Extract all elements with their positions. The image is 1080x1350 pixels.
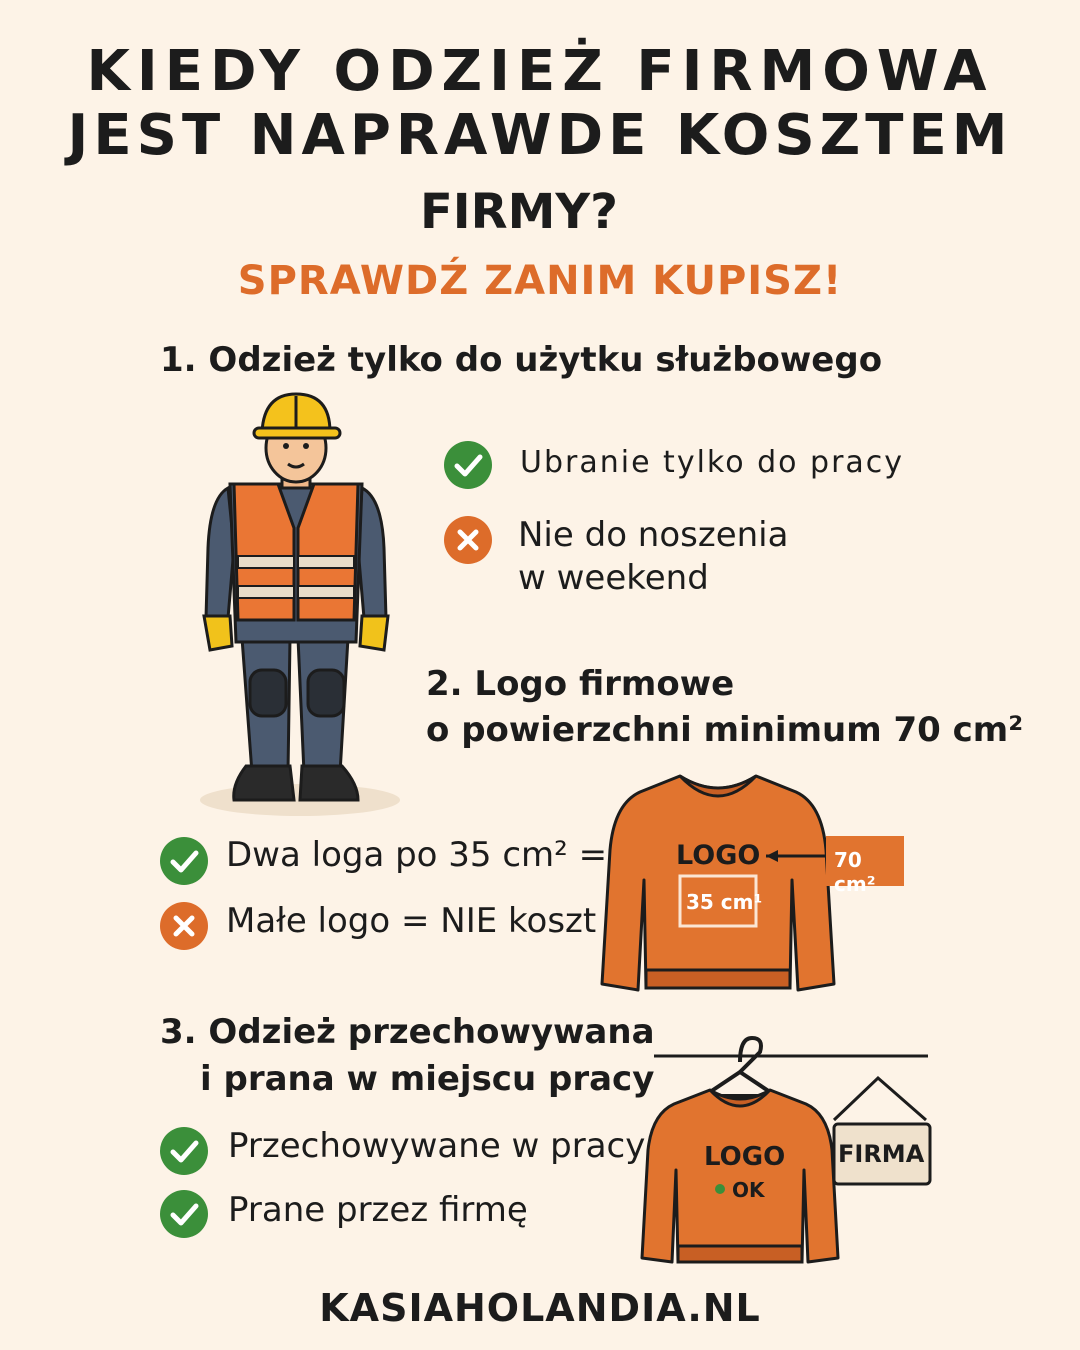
check-icon — [160, 1127, 208, 1175]
firma-sign-label: FIRMA — [838, 1140, 925, 1168]
sweater-illustration — [600, 770, 836, 1002]
sweater-logo-label: LOGO — [676, 840, 761, 871]
section2-item-2: Małe logo = NIE koszt — [226, 901, 597, 941]
cross-icon — [444, 516, 492, 564]
sweater2-logo-label: LOGO — [704, 1142, 786, 1172]
section3-item-2: Prane przez firmę — [228, 1190, 528, 1230]
section1-item-2-line2: w weekend — [518, 558, 709, 598]
section3-heading-line1: 3. Odzież przechowywana — [160, 1012, 655, 1052]
area-badge — [826, 836, 904, 896]
section1-item-2-line1: Nie do noszenia — [518, 515, 789, 555]
title-line-1: KIEDY ODZIEŻ FIRMOWA — [86, 39, 994, 104]
section1-item-1: Ubranie tylko do pracy — [520, 445, 905, 480]
sweater-size-label: 35 cm¹ — [686, 890, 763, 914]
title-line-2: JEST NAPRAWDE KOSZTEM — [67, 103, 1013, 168]
check-icon — [444, 441, 492, 489]
sweater2-ok-label: OK — [732, 1178, 765, 1202]
area-badge-label: 70 cm² — [834, 848, 876, 896]
section2-item-1: Dwa loga po 35 cm² = — [226, 835, 608, 875]
check-icon — [160, 1190, 208, 1238]
subtitle: SPRAWDŹ ZANIM KUPISZ! — [237, 258, 843, 304]
section2-heading-line1: 2. Logo firmowe — [426, 664, 735, 704]
check-icon — [160, 837, 208, 885]
section3-item-1: Przechowywane w pracy — [228, 1126, 646, 1166]
title-line-3: FIRMY? — [420, 184, 618, 240]
cross-icon — [160, 902, 208, 950]
footer-website: KASIAHOLANDIA.NL — [319, 1286, 761, 1330]
section1-heading: 1. Odzież tylko do użytku służbowego — [160, 340, 883, 380]
worker-illustration — [190, 388, 410, 818]
section3-heading-line2: i prana w miejscu pracy — [200, 1059, 655, 1099]
section2-heading-line2: o powierzchni minimum 70 cm² — [426, 710, 1024, 750]
